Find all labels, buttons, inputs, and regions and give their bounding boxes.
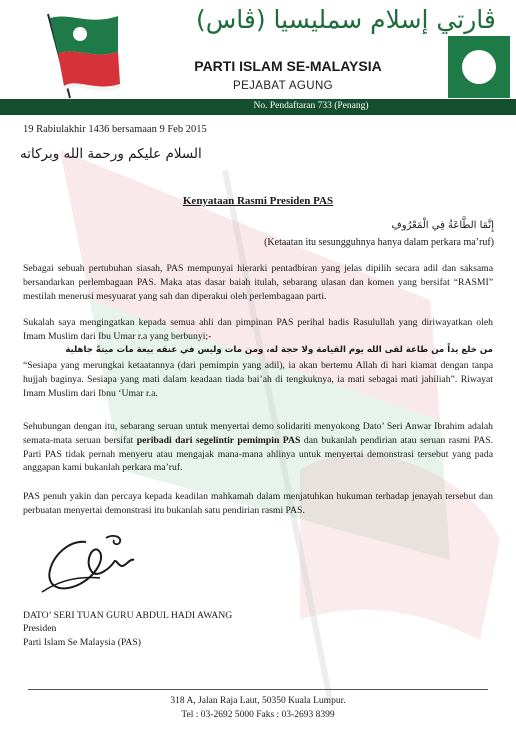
signer-block [23,609,232,649]
quote-arabic: إِنَّمَا الطَّاعَةُ فِي الْمَعْرُوفِ [391,220,494,231]
signature [40,528,160,596]
pas-flag-icon [40,8,122,100]
paragraph-2: Sukalah saya mengingatkan kepada semua ahli dan pimpinan PAS perihal hadis Rasulullah yang diriwayatkan oleh Imam Muslim dari Ibu Umar r.a yang berbunyi;- [23,317,493,342]
footer-divider [28,689,488,690]
hadith-arabic: من خلع يداً من طاعة لقى الله يوم القيامة ولا حجة له، ومن مات وليس في عنقه بيعة مات ميتةً جاهلية [65,345,493,355]
party-jawi-title: ڤارتي إسلام سمليسيا (ڤاس) [196,5,496,34]
paragraph-4-bold: peribadi dari segelintir pemimpin PAS [136,434,301,446]
quote-translation: (Ketaatan itu sesungguhnya hanya dalam perkara ma’ruf) [264,237,494,248]
footer-phone: Tel : 03-2692 5000 Faks : 03-2693 8399 [181,710,335,720]
paragraph-5: PAS penuh yakin dan percaya kepada keadilan mahkamah dalam menjatuhkan hukuman terhadap jenayah tersebut dan perbuatan menyertai demonstrasi itu bukanlah satu pendirian rasmi PAS. [23,491,493,516]
salam-greeting: السلام عليكم ورحمة الله وبركاته [20,146,202,162]
registration-number: No. Pendaftaran 733 (Penang) [253,101,369,111]
paragraph-4-text-a: Sehubungan dengan itu, sebarang seruan untuk menyertai demo solidariti menyokong Dato’ Seri Anwar Ibrahim adalah semata-mata seruan bersifat [23,421,493,446]
pas-emblem-icon [448,36,510,98]
signer-position: Presiden [23,623,57,635]
statement-title: Kenyataan Rasmi Presiden PAS [182,195,334,207]
party-name: PARTI ISLAM SE-MALAYSIA [194,58,382,74]
footer-address: 318 A, Jalan Raja Laut, 50350 Kuala Lumpur. [170,696,346,706]
signer-organisation: Parti Islam Se Malaysia (PAS) [23,636,142,648]
signer-name: DATO’ SERI TUAN GURU ABDUL HADI AWANG [23,610,233,621]
office-name: PEJABAT AGUNG [233,80,333,92]
paragraph-4-text-b: dan bukanlah pendirian atau seruan rasmi PAS. Parti PAS tidak pernah menyeru atau mengajak mana-mana ahlinya untuk menyertai demonstrasi tersebut yang pada anggapan kami bukanlah perkara ma’ruf. [23,434,494,474]
paragraph-3: “Sesiapa yang merungkai ketaatannya (dari pemimpin yang adil), ia akan bertemu Allah di hari kiamat dengan tanpa hujjah baginya. Sesiapa yang mati dalam keadaan tiada bai’ah di tengkuknya, ia mati sebagai mati jahiliah”. Riwayat Imam Muslim dari Ibnu ‘Umar r.a. [23,360,493,399]
letter-date: 19 Rabiulakhir 1436 bersamaan 9 Feb 2015 [23,124,207,135]
paragraph-1: Sebagai sebuah pertubuhan siasah, PAS mempunyai hierarki pentadbiran yang jelas dipilih secara adil dan saksama bersandarkan perlembagaan PAS. Maka atas dasar baiah itulah, sebarang ulasan dan komen yang bersifat “RASMI” mestilah menerusi mesyuarat yang sah dan diperakui oleh perlembagaan parti. [23,263,493,302]
paragraph-4 [23,420,493,475]
